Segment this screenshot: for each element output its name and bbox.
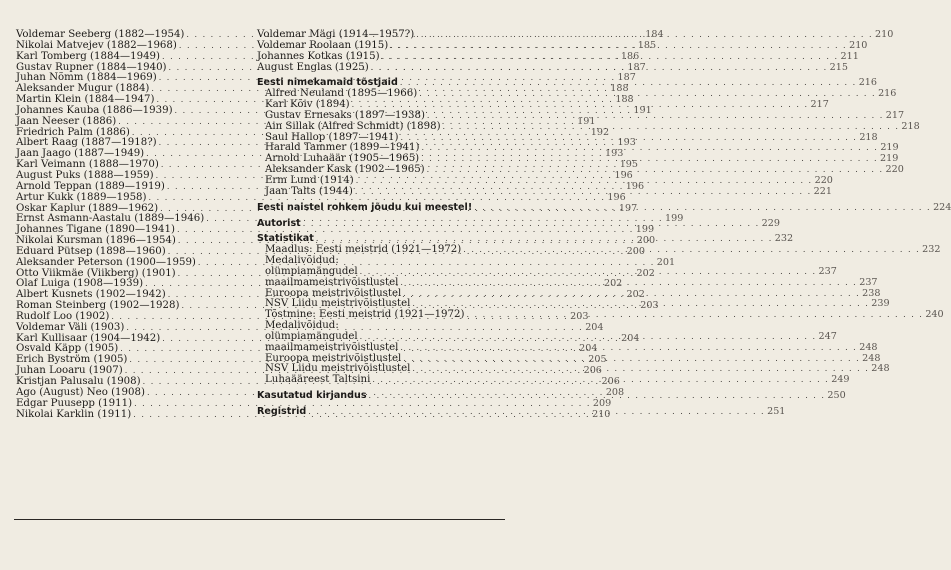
- toc-leader-dots: [398, 343, 859, 354]
- toc-leader-dots: [380, 52, 841, 63]
- toc-entry-title: Kasutatud kirjandus: [257, 390, 367, 402]
- toc-page-number: 220: [814, 174, 833, 186]
- toc-leader-dots: [369, 63, 830, 74]
- toc-entry-title: olümpiamängudel: [265, 330, 358, 342]
- toc-page-number: 248: [859, 341, 878, 353]
- toc-entry-title: NSV Liidu meistrivõistlustel: [265, 298, 411, 310]
- bottom-rule: [14, 519, 505, 520]
- toc-page-number: 229: [761, 217, 780, 229]
- toc-entry-title: Friedrich Palm (1886): [16, 126, 130, 138]
- toc-entry-title: August Englas (1925): [257, 61, 369, 73]
- toc-entry-title: Ernst Asmann-Aastalu (1889—1946): [16, 213, 205, 225]
- toc-page-number: 237: [859, 276, 878, 288]
- toc-page-number: 201: [656, 256, 676, 268]
- toc-entry-title: Luhaääreest Taltsini: [265, 374, 371, 386]
- toc-leader-dots: [358, 332, 819, 343]
- toc-leader-dots: [398, 278, 859, 289]
- toc-page-number: 232: [922, 244, 941, 256]
- toc-entry-title: Osvald Käpp (1905): [16, 343, 119, 355]
- toc-page-number: 251: [767, 406, 786, 417]
- toc-leader-dots: [388, 41, 849, 52]
- toc-page-number: 205: [588, 354, 607, 366]
- toc-entry-title: Artur Kukk (1889—1958): [16, 191, 147, 203]
- toc-leader-dots: [410, 364, 871, 375]
- toc-page-number: 215: [829, 61, 848, 73]
- toc-leader-dots: [441, 122, 902, 133]
- toc-page-number: 191: [577, 115, 596, 127]
- toc-page-number: 232: [774, 233, 794, 245]
- toc-entry-title: Martin Klein (1884—1947): [16, 94, 155, 106]
- toc-entry-title: Gustav Rupner (1884—1940): [16, 61, 167, 73]
- toc-entry-title: Arnold Luhaäär (1905—1965): [265, 153, 420, 165]
- toc-page-number: 248: [871, 363, 890, 375]
- toc-entry-title: Voldemar Väli (1903): [16, 321, 125, 333]
- toc-entry-title: Voldemar Seeberg (1882—1954): [16, 29, 185, 40]
- toc-page-number: 239: [871, 298, 890, 310]
- toc-entry-title: olümpiamängudel: [265, 265, 358, 277]
- toc-page-number: 187: [617, 72, 636, 84]
- toc-page-number: 249: [831, 374, 850, 386]
- toc-page-number: 200: [636, 235, 656, 247]
- toc-page-number: 199: [635, 224, 655, 236]
- toc-entry-title: Oskar Kaplur (1889—1962): [16, 202, 159, 214]
- toc-entry-title: maailmameistrivõistlustel: [265, 276, 399, 288]
- toc-entry-title: Euroopa meistrivõistlustel: [265, 287, 402, 299]
- toc-entry-title: Eduard Pütsep (1898—1960): [16, 245, 166, 257]
- toc-entry-title: Karl Veimann (1888—1970): [16, 159, 159, 171]
- toc-page-number: 240: [925, 309, 944, 321]
- toc-entry-title: Tõstmine: Eesti meistrid (1921—1972): [265, 309, 465, 321]
- toc-leader-dots: [301, 219, 762, 230]
- toc-page-number: 199: [665, 213, 684, 225]
- toc-entry-title: Aleksander Kask (1902—1965): [265, 164, 425, 176]
- toc-page-number: 203: [640, 300, 659, 312]
- toc-entry-title: Ain Sillak (Alfred Schmidt) (1898): [265, 120, 441, 132]
- toc-page-number: 218: [901, 120, 920, 132]
- toc-page-number: 206: [583, 365, 602, 377]
- toc-page-number: 196: [625, 180, 645, 192]
- toc-page-number: 204: [579, 343, 598, 355]
- toc-leader-dots: [353, 187, 814, 198]
- toc-page-number: 204: [621, 332, 640, 344]
- toc-leader-dots: [354, 176, 815, 187]
- toc-page-number: 224: [933, 201, 951, 213]
- toc-entry-title: Euroopa meistrivõistlustel: [265, 352, 402, 364]
- toc-entry-title: Johannes Kotkas (1915): [257, 50, 380, 62]
- toc-page-number: 186: [620, 50, 640, 62]
- toc-entry-title: Juhan Nõmm (1884—1969): [16, 72, 157, 84]
- toc-entry-title: Voldemar Roolaan (1915): [257, 39, 389, 51]
- toc-page-number: 216: [858, 77, 877, 89]
- toc-leader-dots: [401, 289, 862, 300]
- toc-entry-title: Johannes Kauba (1886—1939): [16, 104, 173, 116]
- toc-entry-title: Saul Hallop (1897—1941): [265, 131, 399, 143]
- toc-entry-title: Statistikat: [257, 233, 314, 245]
- toc-page-number: 216: [878, 88, 897, 100]
- toc-entry-title: Voldemar Mägi (1914—1957?): [257, 29, 415, 40]
- toc-entry-title: maailmameistrivõistlustel: [265, 341, 399, 353]
- toc-page-number: 187: [627, 61, 646, 73]
- toc-page-number: 202: [636, 267, 655, 279]
- toc-entry-title: Otto Viikmäe (Viikberg) (1901): [16, 267, 176, 279]
- toc-entry-title: Karl Tomberg (1884—1949): [16, 50, 161, 62]
- toc-page-number: 219: [880, 153, 899, 165]
- toc-entry-title: Juhan Looaru (1907): [16, 365, 123, 377]
- toc-entry-title: Gustav Ernesaks (1897—1938): [265, 109, 425, 121]
- toc-leader-dots: [306, 407, 767, 418]
- toc-entry-title: Karl Kõiv (1894): [265, 99, 350, 111]
- toc-entry-title: Jaan Neeser (1886): [16, 115, 117, 127]
- toc-entry: [16, 397, 612, 410]
- toc-page-number: 210: [849, 39, 868, 51]
- toc-leader-dots: [419, 154, 880, 165]
- toc-entry-title: Maadlus: Eesti meistrid (1921—1972): [265, 244, 462, 256]
- toc-page-number: 193: [605, 148, 624, 160]
- toc-entry-title: NSV Liidu meistrivõistlustel: [265, 363, 411, 375]
- toc-page-number: 221: [813, 185, 832, 197]
- toc-entry-title: Arnold Teppan (1889—1919): [16, 180, 165, 192]
- toc-leader-dots: [472, 203, 933, 214]
- toc-page-number: 195: [619, 159, 639, 171]
- toc-entry-title: Aleksander Peterson (1900—1959): [16, 256, 196, 268]
- toc-leader-dots: [358, 267, 819, 278]
- toc-page-number: 247: [818, 330, 837, 342]
- toc-page-number: 209: [592, 397, 612, 409]
- toc-page-number: 238: [862, 287, 881, 299]
- toc-entry-title: Johannes Tigane (1890—1941): [16, 224, 175, 236]
- toc-leader-dots: [370, 375, 831, 386]
- toc-leader-dots: [398, 133, 859, 144]
- toc-page-number: 220: [885, 164, 904, 176]
- toc-page-number: 184: [645, 29, 664, 40]
- toc-page-number: 206: [601, 376, 620, 387]
- toc-page-number: 200: [626, 245, 645, 257]
- toc-entry-title: Jaan Jaago (1887—1949): [16, 148, 145, 160]
- toc-page-number: 211: [840, 50, 859, 62]
- toc-entry-title: Rudolf Loo (1902): [16, 310, 110, 322]
- toc-entry-title: Roman Steinberg (1902—1928): [16, 300, 180, 312]
- toc-page-number: 202: [603, 278, 623, 290]
- toc-entry-title: Nikolai Kursman (1896—1954): [16, 235, 176, 247]
- toc-page-number: 191: [633, 104, 652, 116]
- toc-page-number: 188: [610, 83, 629, 95]
- toc-entry-title: Autorist: [257, 217, 301, 229]
- toc-page-number: 185: [637, 39, 657, 51]
- toc-entry-title: Eesti naistel rohkem jõudu kui meestel!: [257, 201, 473, 213]
- toc-page-number: 208: [605, 386, 625, 398]
- toc-entry-title: Medalivõidud:: [265, 255, 339, 267]
- toc-entry-title: Erm Lund (1914): [265, 174, 354, 186]
- toc-page-number: 193: [617, 137, 636, 149]
- toc-entry-title: Ago (August) Neo (1908): [16, 386, 145, 398]
- toc-entry-title: Karl Kullisaar (1904—1942): [16, 332, 161, 344]
- toc-leader-dots: [410, 299, 871, 310]
- toc-entry-title: Registrid: [257, 406, 307, 417]
- toc-entry-title: Nikolai Matvejev (1882—1968): [16, 39, 177, 51]
- toc-leader-dots: [414, 30, 875, 41]
- toc-entry-title: Nikolai Karklin (1911): [16, 408, 132, 420]
- toc-leader-dots: [398, 78, 859, 89]
- toc-entry-title: Aleksander Mugur (1884): [16, 83, 150, 95]
- toc-entry-title: Olaf Luiga (1908—1939): [16, 278, 144, 290]
- toc-leader-dots: [417, 89, 878, 100]
- toc-entry-title: Edgar Puusepp (1911): [16, 397, 133, 409]
- toc-page-number: 210: [592, 408, 611, 420]
- toc-page-number: 218: [859, 131, 878, 143]
- toc-leader-dots: [425, 111, 886, 122]
- toc-entry-title: Erich Byström (1905): [16, 354, 128, 366]
- toc-page-number: 192: [590, 126, 610, 138]
- toc-entry-title: August Puks (1888—1959): [16, 169, 154, 181]
- toc-leader-dots: [461, 245, 922, 256]
- toc-entry-title: Jaan Talts (1944): [265, 185, 353, 197]
- toc-page-number: 210: [875, 29, 894, 40]
- toc-leader-dots: [401, 354, 862, 365]
- toc-page-number: 237: [818, 265, 837, 277]
- toc-page-number: 204: [585, 321, 604, 333]
- toc-page-number: 219: [880, 142, 899, 154]
- toc-page-number: 196: [607, 191, 626, 203]
- toc-page-number: 250: [827, 390, 846, 402]
- toc-page-number: 217: [810, 99, 829, 111]
- toc-entry-title: Alfred Neuland (1895—1966): [265, 88, 418, 100]
- toc-page-number: 197: [618, 202, 638, 214]
- toc-entry-title: Albert Kusnets (1902—1942): [16, 289, 166, 301]
- toc-entry-title: Medalivõidud:: [265, 320, 339, 332]
- toc-entry-title: Kristjan Palusalu (1908): [16, 376, 141, 387]
- toc-page-number: 248: [862, 352, 881, 364]
- toc-entry-title: Albert Raag (1887—1918?): [16, 137, 157, 149]
- toc-entry-title: Eesti nimekamaid tõstjaid: [257, 77, 398, 89]
- toc-leader-dots: [367, 391, 828, 402]
- toc-leader-dots: [419, 143, 880, 154]
- toc-page-number: 203: [570, 310, 589, 322]
- toc-page-number: 202: [626, 289, 645, 301]
- toc-page-number: 196: [614, 169, 633, 181]
- toc-page-number: 188: [615, 94, 634, 106]
- toc-page-number: 217: [885, 109, 905, 121]
- toc-entry-title: Harald Tammer (1899—1941): [265, 142, 420, 154]
- toc-leader-dots: [464, 310, 925, 321]
